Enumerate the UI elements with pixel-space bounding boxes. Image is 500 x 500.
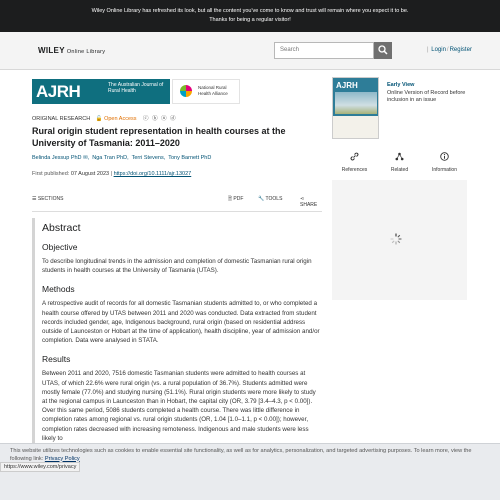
tab-related[interactable] [377, 152, 422, 173]
article-title: Rural origin student representation in health courses at the University of Tasmania: 2011–2020 [32, 126, 286, 148]
wrench-icon: 🔧 [258, 196, 265, 202]
abstract-section [32, 218, 322, 478]
tab-information[interactable] [422, 152, 467, 173]
email-icon[interactable]: ✉ [83, 155, 88, 161]
notice-line-2: Thanks for being a regular visitor! [209, 16, 291, 23]
login-register: | Login/Register [427, 47, 472, 53]
early-view-link[interactable]: Early View [387, 82, 415, 88]
methods-heading: Methods [42, 284, 75, 295]
article-meta [32, 114, 177, 122]
cover-title: AJRH [336, 81, 358, 90]
results-heading: Results [42, 354, 71, 365]
menu-icon: ☰ [32, 196, 37, 202]
cover-bottom [333, 116, 379, 139]
journal-cover[interactable] [332, 77, 379, 139]
author-list: Belinda Jessup PhD ✉, Nga Tran PhD, Terri Stevens, Tony Barnett PhD [32, 155, 212, 161]
license-icons[interactable]: ⓒ ⓑ ⓝ ⓓ [143, 116, 177, 122]
open-access-badge: 🔓 Open Access [95, 116, 137, 122]
notice-line-1: Wiley Online Library has refreshed its look, but all the content you've come to know and trust will remain where you expect it to be. [91, 8, 409, 14]
objective-text: To describe longitudinal trends in the admission and completion of domestic Tasmanian rural origin students in health courses at the University of Tasmania (UTAS). [42, 258, 312, 275]
site-header [0, 32, 500, 70]
sidebar-tabs [332, 152, 467, 176]
tab-label: References [341, 167, 368, 173]
author-link[interactable]: Tony Barnett PhD [168, 155, 212, 161]
published-date: 07 August 2023 [70, 171, 110, 177]
wiley-logo[interactable] [38, 46, 105, 55]
tab-references[interactable] [332, 152, 377, 173]
article-type: ORIGINAL RESEARCH [32, 116, 91, 122]
search-icon [378, 45, 388, 55]
cookie-text: This website utilizes technologies such as cookies to enable essential site functionality, as well as for analytics, personalization, and targeted advertising purposes. To learn more, view the following link: Privacy Policy [10, 448, 472, 462]
register-link[interactable]: Register [449, 47, 472, 53]
pdf-button[interactable]: 🗎 PDF [228, 196, 244, 202]
objective-heading: Objective [42, 242, 78, 252]
privacy-policy-link[interactable]: Privacy Policy [44, 455, 80, 462]
login-link[interactable]: Login [431, 47, 446, 53]
author-link[interactable]: Terri Stevens [131, 155, 164, 161]
article-toolbar [32, 194, 322, 206]
share-button[interactable]: ⋖ SHARE [300, 196, 318, 208]
sections-button[interactable]: ☰ SECTIONS [32, 196, 64, 202]
site-notice-banner [0, 0, 500, 32]
tab-label: Related [390, 167, 409, 173]
journal-name: The Australian Journal of Rural Health [108, 82, 164, 94]
journal-abbr: AJRH [36, 82, 81, 101]
pdf-icon: 🗎 [228, 196, 233, 202]
early-view-description: Online Version of Record before inclusion in an issue [387, 90, 466, 103]
logo-wordmark: WILEY [38, 46, 65, 55]
tools-button[interactable]: 🔧 TOOLS [258, 196, 283, 202]
search-button[interactable] [374, 42, 392, 59]
doi-link[interactable]: https://doi.org/10.1111/ajr.13027 [113, 171, 192, 177]
partner-name: National Rural Health Alliance [198, 85, 228, 96]
logo-sub: Online Library [66, 49, 106, 55]
author-link[interactable]: Nga Tran PhD [92, 155, 128, 161]
alliance-logo-icon [180, 85, 192, 97]
info-icon [440, 152, 449, 161]
methods-text: A retrospective audit of records for all domestic Tasmanian students admitted to, or who completed a health course offered by UTAS between 2011 and 2020 was conducted. Data extracted from student records included gender, age, Indigenous background, rural origin (based on residential address outside of Launceston or Hobart at the time of application), health discipline, year of admission and/or completion. Data were analysed in STATA. [42, 300, 320, 345]
published-label: First published: [32, 171, 70, 177]
publication-info: First published: 07 August 2023 | https://doi.org/10.1111/ajr.13027 [32, 171, 192, 177]
partner-logo[interactable] [172, 79, 240, 104]
toolbar-divider [32, 211, 322, 212]
results-text: Between 2011 and 2020, 7516 domestic Tasmanian students were admitted to health courses at UTAS, of which 22.6% were rural origin (vs. a rural population of 36.7%). Students admitted were mostly female (77.0%) and studying nursing (51.1%). Rural origin students were more likely to study at the regional campus in Launceston than in Hobart, the capital city (OR, 3.79 [3.4–4.3, p < 0.00]). Over this same period, 5086 students completed a health course. There was little difference in completion rates among regional vs. rural origin students (OR, 1.04 [1.0–1.1, p < 0.00]); however, completion rates decreased with increasing remoteness. Indigenous and male students were less likely to [42, 370, 316, 442]
share-icon: ⋖ [300, 196, 305, 202]
loading-spinner-icon [390, 233, 402, 245]
search-input[interactable]: Search [274, 42, 374, 59]
link-icon [350, 152, 359, 161]
status-bar-url: https://www.wiley.com/privacy [0, 462, 80, 472]
cover-image [335, 92, 377, 114]
open-lock-icon: 🔓 [95, 116, 103, 122]
journal-banner[interactable] [32, 79, 170, 104]
tab-label: Information [431, 167, 457, 173]
abstract-heading: Abstract [42, 222, 81, 234]
author-link[interactable]: Belinda Jessup PhD [32, 155, 82, 161]
network-icon [395, 152, 404, 161]
